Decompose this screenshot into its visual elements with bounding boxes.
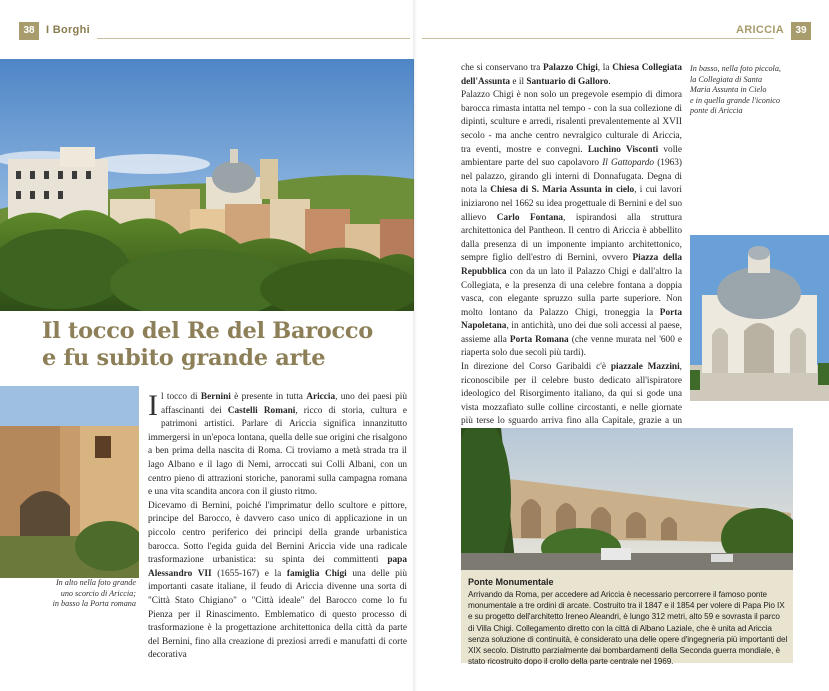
left-body-text: Il tocco di Bernini è presente in tutta Ariccia, uno dei paesi più affascinanti dei Castelli Romani, ricco di storia, cultura e patrimoni artistici. Parlare di Ariccia significa innanzitutto immergersi in un'epoca lontana, quella delle sue origini che risalgono a ben prima della nascita di Roma. Ci troviamo a metà strada tra il lago Albano e il lago di Nemi, arroccati sui Colli Albani, con un centro pieno di attrazioni storiche, panorami sulla campagna romana e una vita scandita ancora con il giusto ritmo. Dicevamo di Bernini, poiché l'imprimatur dello scultore e pittore, principe del Barocco, è davvero caso unico di applicazione in un piccolo centro periferico dei principi della grande urbanistica barocca. Sotto l'egida guida del Bernini Ariccia vide una radicale trasformazione urbanistica: su spinta dei committenti papa Alessandro VII (1655-167) e la famiglia Chigi una delle più importanti casate italiane, il feudo di Ariccia divenne una sorta di "Città Stato Chigiano" o "Città ideale" del Barocco come lo fu Pienza per il Rinascimento. Emblematico di questo processo di trasformazione è la progettazione architettonica della città da parte del Bernini, fino alla creazione di preziosi arredi e manufatti di corte decorativa (148, 389, 407, 661)
hero-photo (0, 59, 414, 311)
article-title (42, 318, 373, 372)
ponte-box-title: Ponte Monumentale (468, 577, 554, 587)
title-line-2: e fu subito grande arte (42, 345, 326, 371)
right-page-number: 39 (791, 22, 811, 40)
header-rule-right (422, 38, 774, 39)
ponte-box-text: Arrivando da Roma, per accedere ad Ariccia è necessario percorrere il famoso ponte monumentale a tre ordini di arcate. Costruito tra il 1847 e il 1854 per volere di Papa Pio IX e su progetto dell'architetto Ireneo Aleandri, è lungo 312 metri, alto 59 e sovrasta il parco di Villa Chigi. Collegamento diretto con la città di Albano Laziale, che è unita ad Ariccia senza soluzione di continuità, è considerato una delle opere d'ingegneria più importanti del XIX secolo. Distrutto parzialmente dai bombardamenti della Seconda guerra mondiale, è stato ricostruito dopo il crollo della parte centrale nel 1969. (468, 590, 788, 667)
left-running-head: I Borghi (46, 24, 90, 36)
page-gutter (413, 0, 417, 691)
left-caption: In alto nella foto grande uno scorcio di Ariccia; in basso la Porta romana (52, 578, 136, 608)
right-body-text: che si conservano tra Palazzo Chigi, la Chiesa Collegiata dell'Assunta e il Santuario di Galloro. Palazzo Chigi è non solo un pregevole esempio di dimora barocca rimasta intatta nel tempo - con la sua collezione di dipinti, sculture e arredi, risalenti prevalentemente al XVII secolo - ma anche centro nevralgico culturale di Ariccia, tra eventi, mostre e convegni. Luchino Visconti volle ambientare parte del suo capolavoro Il Gattopardo (1963) nel palazzo, girando gli interni di Donnafugata. Degna di nota la Chiesa di S. Maria Assunta in cielo, i cui lavori iniziarono nel 1662 su idea progettuale di Bernini e del suo allievo Carlo Fontana, ispirandosi alla struttura architettonica del Pantheon. Il centro di Ariccia è abbellito dalla presenza di un imponente impianto architettonico, sempre figlio dell'estro di Bernini, ovvero Piazza della Repubblica con da un lato il Palazzo Chigi e dall'altro la Collegiata, e la presenza di una celebre fontana a doppia vasca, con elegante spruzzo sulla parte superiore. Non molto lontano da Palazzo Chigi, troneggia la Porta Napoletana, in antichità, uno dei due soli accessi al paese, assieme alla Porta Romana (che venne murata nel '600 e riaperta solo due secoli più tardi). In direzione del Corso Garibaldi c'è piazzale Mazzini, riconoscibile per il celebre busto dedicato all'ispiratore ideologico del Risorgimento italiano, da qui si gode una vista mozzafiato sulle colline circostanti, e nelle giornate più terse lo sguardo arriva fino alla Capitale, grazie a un (461, 63, 683, 427)
porta-romana-photo (0, 386, 139, 578)
left-page-number: 38 (19, 22, 39, 40)
title-line-1: Il tocco del Re del Barocco (42, 318, 374, 344)
header-rule-left (97, 38, 410, 39)
right-caption: In basso, nella foto piccola, la Collegiata di Santa Maria Assunta in Cielo e in quella grande l'iconico ponte di Ariccia (690, 64, 781, 115)
right-running-head: ARICCIA (736, 24, 784, 36)
collegiata-photo (690, 235, 829, 401)
ponte-photo (461, 428, 793, 570)
ponte-box (461, 570, 793, 667)
